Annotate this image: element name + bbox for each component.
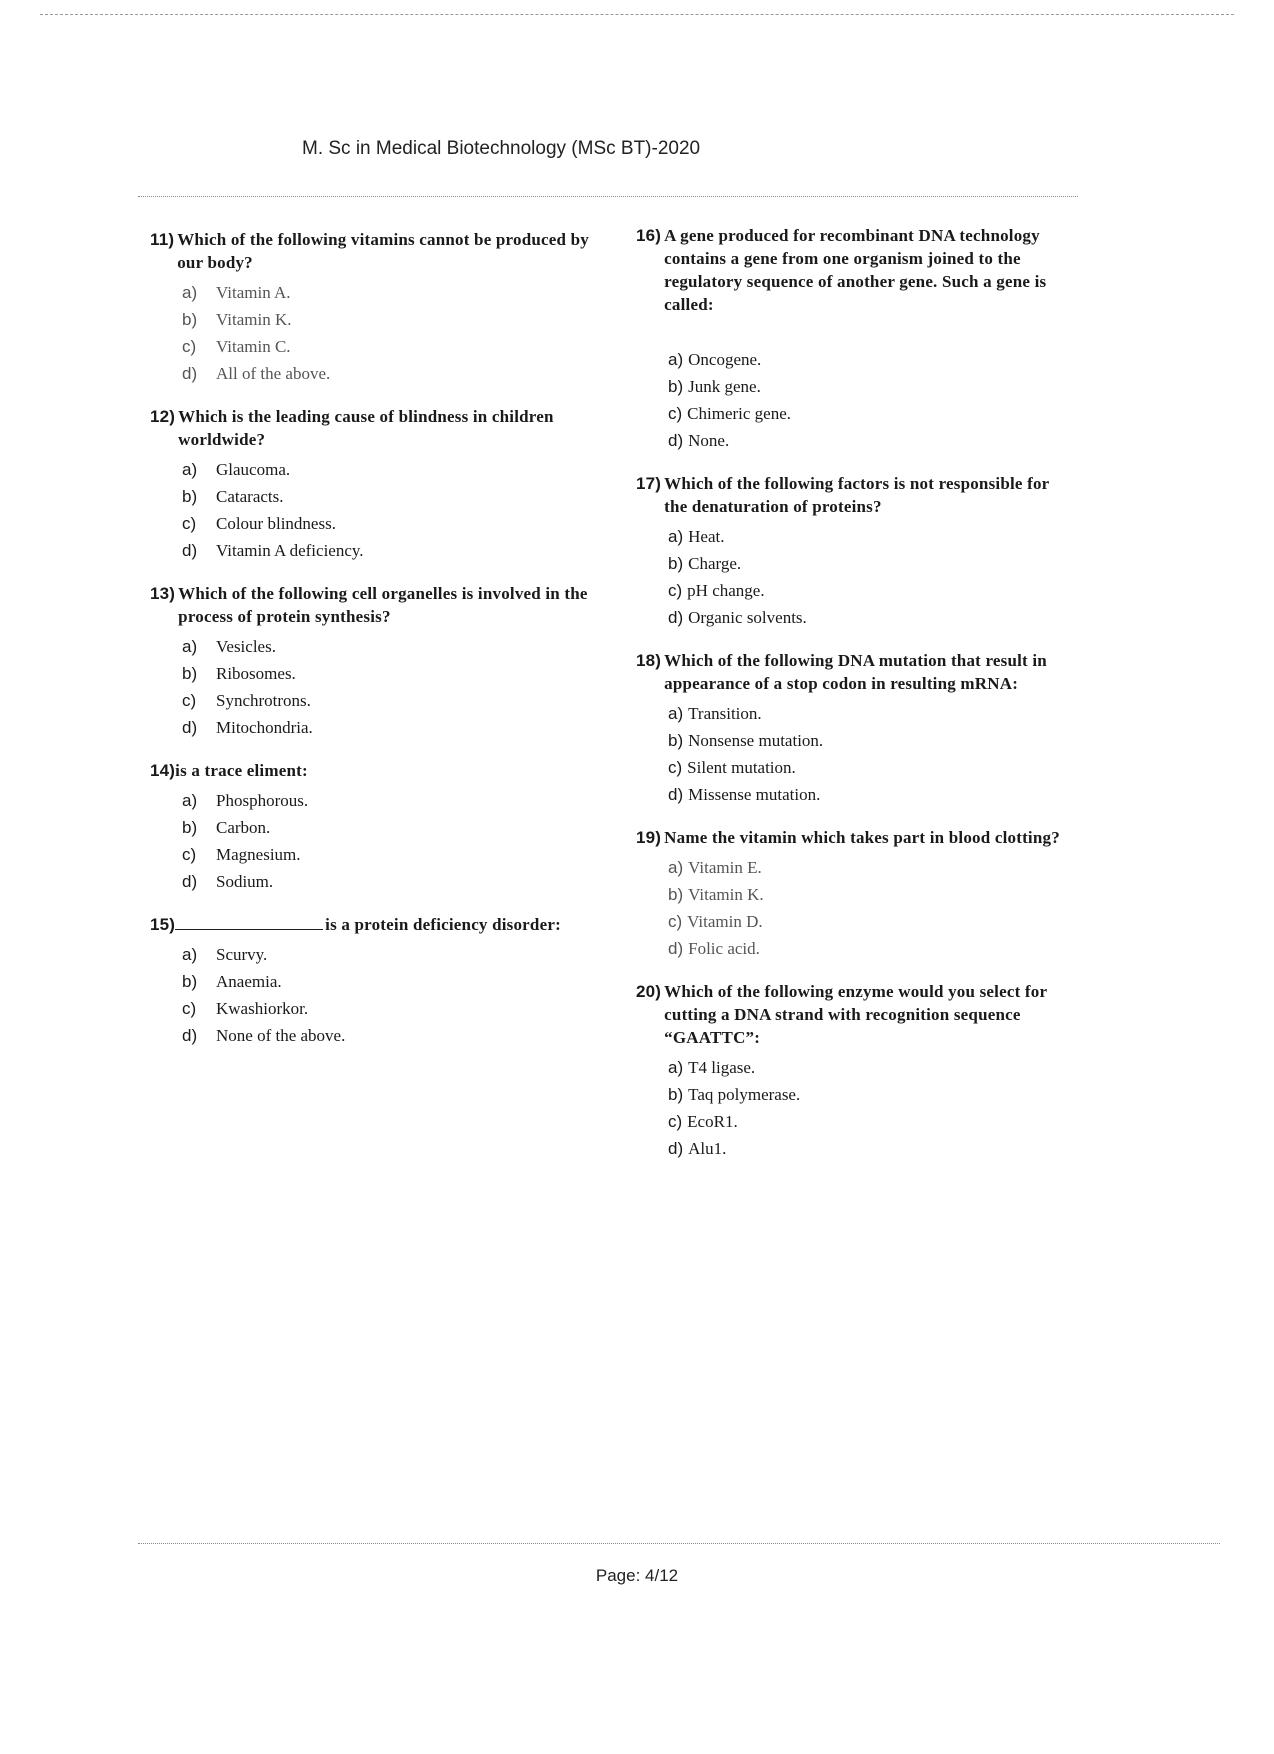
header-divider [138, 196, 1078, 197]
footer-divider [138, 1543, 1220, 1544]
question-13 [150, 582, 590, 741]
option: b) Charge. [668, 554, 742, 573]
option: c) Colour blindness. [182, 514, 336, 533]
question-16 [636, 224, 1076, 454]
option: d) All of the above. [182, 364, 331, 383]
option: a) Glaucoma. [182, 460, 291, 479]
option: c) Vitamin C. [182, 337, 291, 356]
option: c) Kwashiorkor. [182, 999, 309, 1018]
option: a) Oncogene. [668, 350, 762, 369]
question-number: 18) [636, 651, 662, 670]
option: b) Nonsense mutation. [668, 731, 824, 750]
option: b) Ribosomes. [182, 664, 296, 683]
option: b) Vitamin K. [668, 885, 764, 904]
page-number: Page: 4/12 [595, 1566, 679, 1585]
option: a) Scurvy. [182, 945, 268, 964]
option-list [636, 1054, 1076, 1162]
question-19 [636, 826, 1076, 962]
option: c) Synchrotrons. [182, 691, 311, 710]
option: d) Alu1. [668, 1139, 727, 1158]
question-18 [636, 649, 1076, 808]
option: c) Magnesium. [182, 845, 301, 864]
question-text: Which is the leading cause of blindness in children worldwide? [178, 407, 554, 449]
option: d) Vitamin A deficiency. [182, 541, 364, 560]
question-text: Which of the following cell organelles is involved in the process of protein synthesis? [178, 584, 588, 626]
page-title: M. Sc in Medical Biotechnology (MSc BT)-2020 [302, 138, 701, 159]
question-17 [636, 472, 1076, 631]
option: b) Junk gene. [668, 377, 761, 396]
question-number: 12) [150, 407, 176, 426]
question-14 [150, 759, 590, 895]
option: b) Anaemia. [182, 972, 282, 991]
option: a) Vitamin E. [668, 858, 762, 877]
option: d) None. [668, 431, 730, 450]
option: d) Missense mutation. [668, 785, 821, 804]
option: b) Cataracts. [182, 487, 284, 506]
question-text: Which of the following enzyme would you select for cutting a DNA strand with recognition sequence “GAATTC”: [664, 982, 1047, 1047]
option: d) None of the above. [182, 1026, 346, 1045]
option: c) EcoR1. [668, 1112, 738, 1131]
question-number: 17) [636, 474, 662, 493]
option-list [150, 633, 590, 741]
answer-blank [175, 913, 323, 930]
option: a) T4 ligase. [668, 1058, 756, 1077]
option: a) Transition. [668, 704, 762, 723]
option-list [150, 279, 590, 387]
right-column [636, 224, 1076, 1180]
scan-edge-line [40, 14, 1234, 15]
question-number: 16) [636, 226, 662, 245]
question-text: A gene produced for recombinant DNA technology contains a gene from one organism joined to the regulatory sequence of another gene. Such a gene is called: [664, 226, 1047, 314]
question-text: Which of the following factors is not responsible for the denaturation of proteins? [664, 474, 1050, 516]
question-number: 20) [636, 982, 662, 1001]
option-list [150, 787, 590, 895]
option: a) Heat. [668, 527, 725, 546]
question-number: 15) [150, 915, 176, 934]
option: b) Carbon. [182, 818, 271, 837]
option: c) Chimeric gene. [668, 404, 792, 423]
option: b) Vitamin K. [182, 310, 292, 329]
option: d) Mitochondria. [182, 718, 313, 737]
question-text: Name the vitamin which takes part in blood clotting? [664, 828, 1060, 847]
option: d) Folic acid. [668, 939, 760, 958]
option-list [636, 523, 1076, 631]
option: a) Vesicles. [182, 637, 276, 656]
question-15 [150, 913, 590, 1049]
option: c) Vitamin D. [668, 912, 763, 931]
question-number: 11) [150, 230, 175, 249]
question-text: is a protein deficiency disorder: [325, 915, 561, 934]
option-list [150, 456, 590, 564]
option: c) pH change. [668, 581, 765, 600]
option-list [150, 941, 590, 1049]
question-12 [150, 405, 590, 564]
question-11 [150, 228, 590, 387]
option: d) Sodium. [182, 872, 274, 891]
question-number: 14) [150, 761, 176, 780]
option: b) Taq polymerase. [668, 1085, 801, 1104]
question-text: Which of the following DNA mutation that result in appearance of a stop codon in resulting mRNA: [664, 651, 1047, 693]
option-list [636, 346, 1076, 454]
option: c) Silent mutation. [668, 758, 796, 777]
question-text: is a trace eliment: [175, 761, 308, 780]
left-column [150, 228, 590, 1067]
option: a) Vitamin A. [182, 283, 291, 302]
question-20 [636, 980, 1076, 1162]
option: d) Organic solvents. [668, 608, 807, 627]
option-list [636, 854, 1076, 962]
question-number: 13) [150, 584, 176, 603]
option: a) Phosphorous. [182, 791, 309, 810]
question-number: 19) [636, 828, 662, 847]
option-list [636, 700, 1076, 808]
question-text: Which of the following vitamins cannot be produced by our body? [177, 230, 589, 272]
